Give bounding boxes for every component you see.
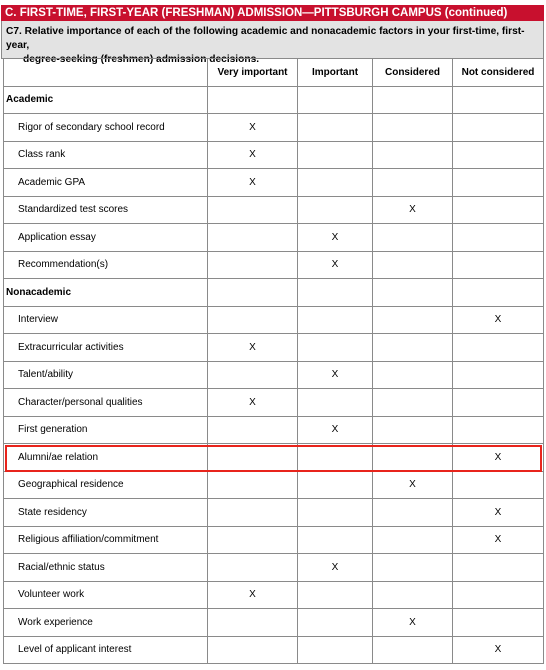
importance-cell	[208, 224, 298, 252]
importance-mark: X	[453, 526, 544, 554]
importance-cell	[208, 471, 298, 499]
importance-mark: X	[453, 444, 544, 472]
header-row	[4, 59, 544, 87]
importance-cell	[453, 196, 544, 224]
importance-cell	[453, 224, 544, 252]
section-empty-cell	[298, 86, 373, 114]
importance-cell	[373, 499, 453, 527]
importance-mark: X	[298, 224, 373, 252]
factor-label: Volunteer work	[4, 581, 208, 609]
importance-cell	[208, 306, 298, 334]
importance-cell	[453, 609, 544, 637]
importance-cell	[373, 306, 453, 334]
importance-mark: X	[298, 361, 373, 389]
importance-cell	[208, 526, 298, 554]
importance-mark: X	[298, 416, 373, 444]
section-title: Nonacademic	[4, 279, 208, 307]
importance-cell	[453, 251, 544, 279]
importance-cell	[373, 114, 453, 142]
importance-cell	[453, 389, 544, 417]
importance-cell	[298, 444, 373, 472]
importance-cell	[208, 499, 298, 527]
factor-label: Level of applicant interest	[4, 636, 208, 664]
factor-label: Rigor of secondary school record	[4, 114, 208, 142]
importance-cell	[208, 554, 298, 582]
importance-cell	[208, 196, 298, 224]
section-empty-cell	[208, 86, 298, 114]
importance-mark: X	[298, 251, 373, 279]
section-title: Academic	[4, 86, 208, 114]
section-empty-cell	[298, 279, 373, 307]
header-not-considered: Not considered	[453, 59, 544, 87]
importance-cell	[208, 251, 298, 279]
factors-table	[3, 58, 544, 664]
table-row	[4, 224, 544, 252]
importance-mark: X	[298, 554, 373, 582]
importance-cell	[453, 554, 544, 582]
importance-cell	[453, 141, 544, 169]
importance-cell	[373, 251, 453, 279]
importance-cell	[453, 361, 544, 389]
factor-label: First generation	[4, 416, 208, 444]
table-row	[4, 609, 544, 637]
header-important: Important	[298, 59, 373, 87]
importance-mark: X	[453, 499, 544, 527]
importance-mark: X	[208, 114, 298, 142]
importance-mark: X	[208, 334, 298, 362]
header-considered: Considered	[373, 59, 453, 87]
importance-cell	[373, 554, 453, 582]
importance-mark: X	[373, 471, 453, 499]
importance-cell	[208, 444, 298, 472]
section-empty-cell	[453, 86, 544, 114]
importance-cell	[453, 416, 544, 444]
importance-cell	[373, 444, 453, 472]
table-row	[4, 306, 544, 334]
importance-cell	[373, 224, 453, 252]
table-row	[4, 499, 544, 527]
factor-label: Geographical residence	[4, 471, 208, 499]
table-row	[4, 169, 544, 197]
factor-label: Work experience	[4, 609, 208, 637]
section-row	[4, 86, 544, 114]
factor-label: Talent/ability	[4, 361, 208, 389]
importance-cell	[373, 581, 453, 609]
section-empty-cell	[373, 279, 453, 307]
importance-cell	[298, 526, 373, 554]
question-line-2: degree-seeking (freshmen) admission decisions.	[23, 54, 260, 65]
question-text	[1, 21, 544, 65]
table-row	[4, 526, 544, 554]
importance-cell	[373, 141, 453, 169]
table-row	[4, 196, 544, 224]
table-row	[4, 361, 544, 389]
section-empty-cell	[208, 279, 298, 307]
importance-cell	[453, 169, 544, 197]
importance-cell	[298, 169, 373, 197]
importance-cell	[298, 114, 373, 142]
importance-cell	[373, 334, 453, 362]
importance-cell	[373, 389, 453, 417]
factor-label: Interview	[4, 306, 208, 334]
table-row	[4, 334, 544, 362]
factors-table-body	[4, 59, 544, 664]
importance-cell	[298, 141, 373, 169]
section-row	[4, 279, 544, 307]
table-row	[4, 444, 544, 472]
importance-mark: X	[208, 141, 298, 169]
importance-cell	[453, 114, 544, 142]
table-row	[4, 389, 544, 417]
section-empty-cell	[453, 279, 544, 307]
importance-cell	[373, 636, 453, 664]
importance-cell	[453, 334, 544, 362]
table-row	[4, 251, 544, 279]
table-row	[4, 114, 544, 142]
importance-cell	[373, 526, 453, 554]
factor-label: Extracurricular activities	[4, 334, 208, 362]
importance-cell	[208, 609, 298, 637]
importance-cell	[453, 471, 544, 499]
section-empty-cell	[373, 86, 453, 114]
factor-label: Application essay	[4, 224, 208, 252]
importance-mark: X	[453, 636, 544, 664]
importance-cell	[208, 636, 298, 664]
header-blank-cell	[4, 59, 208, 87]
importance-cell	[373, 169, 453, 197]
importance-cell	[298, 471, 373, 499]
factor-label: Religious affiliation/commitment	[4, 526, 208, 554]
importance-mark: X	[208, 169, 298, 197]
importance-cell	[298, 636, 373, 664]
factor-label: State residency	[4, 499, 208, 527]
importance-mark: X	[208, 389, 298, 417]
importance-mark: X	[453, 306, 544, 334]
factor-label: Character/personal qualities	[4, 389, 208, 417]
importance-cell	[298, 499, 373, 527]
table-row	[4, 141, 544, 169]
section-banner: C. FIRST-TIME, FIRST-YEAR (FRESHMAN) ADMISSION—PITTSBURGH CAMPUS (continued)	[1, 5, 544, 21]
question-line-1: C7. Relative importance of each of the following academic and nonacademic factors in your first-time, first-year,	[6, 26, 525, 51]
factor-label: Racial/ethnic status	[4, 554, 208, 582]
factor-label: Standardized test scores	[4, 196, 208, 224]
importance-cell	[373, 361, 453, 389]
importance-cell	[453, 581, 544, 609]
header-very-important: Very important	[208, 59, 298, 87]
importance-cell	[298, 581, 373, 609]
importance-mark: X	[373, 609, 453, 637]
factor-label: Recommendation(s)	[4, 251, 208, 279]
importance-cell	[373, 416, 453, 444]
importance-cell	[298, 306, 373, 334]
importance-cell	[208, 416, 298, 444]
table-row	[4, 636, 544, 664]
importance-cell	[208, 361, 298, 389]
table-row	[4, 554, 544, 582]
table-row	[4, 416, 544, 444]
table-row	[4, 471, 544, 499]
importance-cell	[298, 609, 373, 637]
importance-mark: X	[208, 581, 298, 609]
importance-cell	[298, 196, 373, 224]
factor-label: Academic GPA	[4, 169, 208, 197]
importance-cell	[298, 334, 373, 362]
table-row	[4, 581, 544, 609]
importance-cell	[298, 389, 373, 417]
factor-label: Class rank	[4, 141, 208, 169]
importance-mark: X	[373, 196, 453, 224]
factor-label: Alumni/ae relation	[4, 444, 208, 472]
